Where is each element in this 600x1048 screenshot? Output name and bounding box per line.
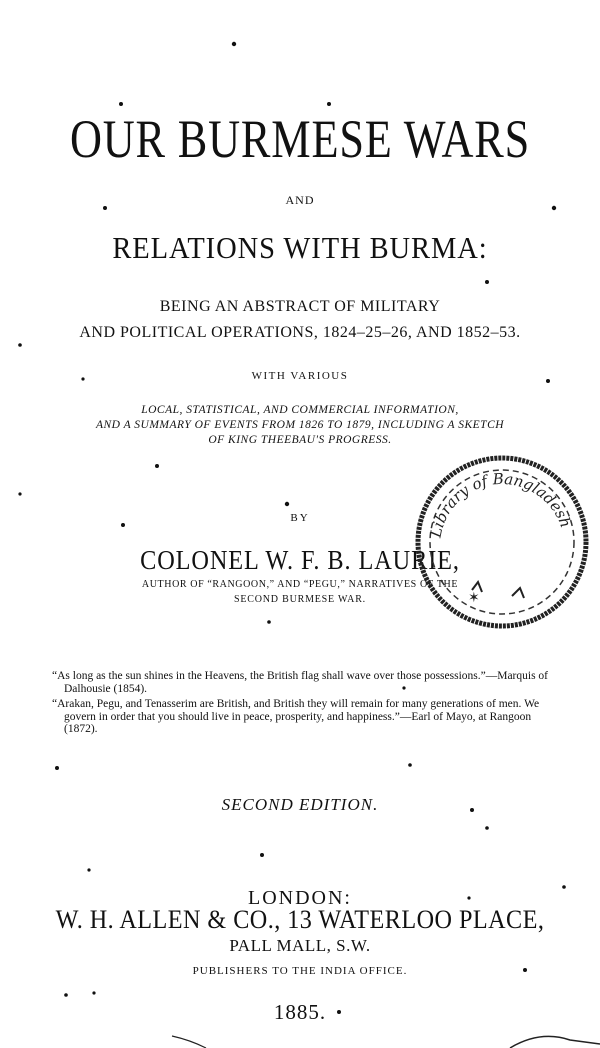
description-line-1: LOCAL, STATISTICAL, AND COMMERCIAL INFORMATION, bbox=[141, 404, 459, 416]
imprint-city: LONDON: bbox=[248, 887, 352, 909]
by-word: BY bbox=[290, 512, 310, 524]
description-line-2: AND A SUMMARY OF EVENTS FROM 1826 TO 1879, INCLUDING A SKETCH bbox=[95, 419, 505, 431]
author-name: COLONEL W. F. B. LAURIE, bbox=[140, 545, 460, 575]
imprint-publishers-to: PUBLISHERS TO THE INDIA OFFICE. bbox=[192, 965, 408, 977]
book-title: OUR BURMESE WARS bbox=[69, 109, 531, 169]
description-line-3: OF KING THEEBAU'S PROGRESS. bbox=[208, 434, 392, 446]
with-various: WITH VARIOUS bbox=[251, 370, 349, 382]
and-word: AND bbox=[285, 193, 315, 207]
stamp-star-icon: ✶ bbox=[468, 590, 480, 606]
epigraph-quote: “As long as the sun shines in the Heavens, the British flag shall wave over those possessions.”—Marquis of Dalhousie (1854). bbox=[52, 670, 549, 695]
author-credentials-line-2: SECOND BURMESE WAR. bbox=[234, 594, 366, 605]
imprint-publisher: W. H. ALLEN & CO., 13 WATERLOO PLACE, bbox=[55, 905, 545, 934]
subheading-line-1: BEING AN ABSTRACT OF MILITARY bbox=[159, 298, 441, 315]
stamp-text: Library of Bangladesh bbox=[426, 469, 575, 540]
book-subtitle: RELATIONS WITH BURMA: bbox=[112, 230, 488, 265]
epigraph-quote: “Arakan, Pegu, and Tenasserim are British, and British they will remain for many generations of men. We govern in order that you should live in peace, prosperity, and happiness.”—Earl of Mayo, at Rangoon (1872). bbox=[52, 698, 540, 735]
subheading-line-2: AND POLITICAL OPERATIONS, 1824–25–26, AND 1852–53. bbox=[79, 324, 521, 341]
imprint-address: PALL MALL, S.W. bbox=[229, 936, 371, 955]
edition-label: SECOND EDITION. bbox=[221, 795, 379, 814]
publication-year: 1885. bbox=[273, 1000, 327, 1024]
author-credentials-line-1: AUTHOR OF “RANGOON,” AND “PEGU,” NARRATIVES OF THE bbox=[141, 579, 459, 590]
